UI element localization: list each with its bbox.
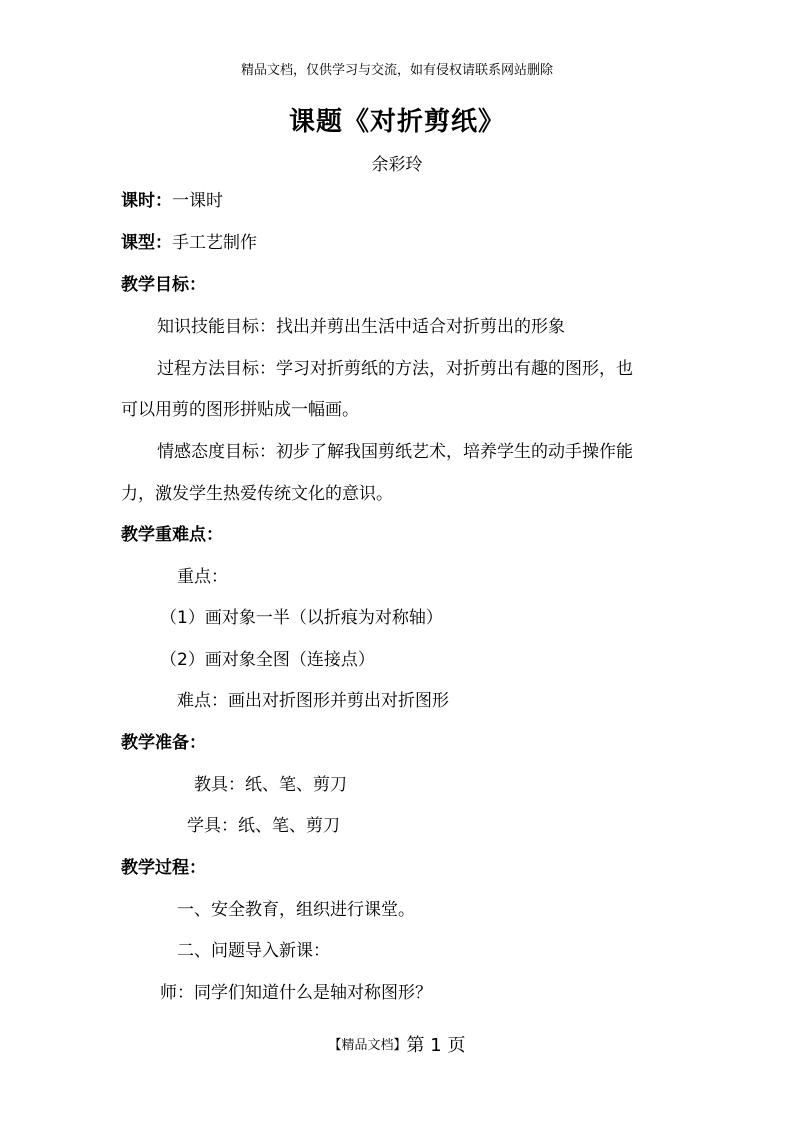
objective-emotion-line-2: 力，激发学生热爱传统文化的意识。 [121, 484, 393, 504]
difficulty-point: 难点：画出对折图形并剪出对折图形 [177, 691, 449, 711]
header-notice: 精品文档，仅供学习与交流，如有侵权请联系网站删除 [240, 63, 553, 78]
process-step-2: 二、问题导入新课： [177, 941, 330, 961]
preparation-heading: 教学准备： [121, 733, 206, 753]
objective-knowledge: 知识技能目标：找出并剪出生活中适合对折剪出的形象 [157, 317, 565, 337]
objective-process-line-2: 可以用剪的图形拼贴成一幅画。 [121, 400, 359, 420]
author-name: 余彩玲 [371, 155, 423, 175]
page-number: 第 1 页 [406, 1035, 466, 1056]
student-tools: 学具：纸、笔、剪刀 [187, 816, 340, 836]
lesson-type-value: 手工艺制作 [172, 233, 257, 253]
class-hours-label: 课时： [121, 191, 172, 211]
objective-emotion-line-1: 情感态度目标：初步了解我国剪纸艺术，培养学生的动手操作能 [157, 442, 633, 462]
process-heading: 教学过程： [121, 858, 206, 878]
key-points-heading: 教学重难点： [121, 525, 223, 545]
footer-tag: 【精品文档】 [328, 1038, 407, 1053]
key-point-item-2: （2）画对象全图（连接点） [160, 650, 375, 670]
lesson-type-label: 课型： [121, 233, 172, 253]
class-hours-line [121, 191, 223, 211]
teacher-dialogue-1: 师：同学们知道什么是轴对称图形？ [160, 983, 432, 1003]
document-title: 课题《对折剪纸》 [288, 107, 505, 137]
objective-process-line-1: 过程方法目标：学习对折剪纸的方法，对折剪出有趣的图形，也 [157, 359, 633, 379]
objectives-heading: 教学目标： [121, 275, 206, 295]
key-point-label: 重点： [177, 567, 228, 587]
key-point-item-1: （1）画对象一半（以折痕为对称轴） [160, 608, 443, 628]
teacher-tools: 教具：纸、笔、剪刀 [194, 775, 347, 795]
class-hours-value: 一课时 [172, 191, 223, 211]
page-footer [0, 1031, 794, 1057]
lesson-type-line [121, 233, 257, 253]
process-step-1: 一、安全教育，组织进行课堂。 [177, 900, 415, 920]
